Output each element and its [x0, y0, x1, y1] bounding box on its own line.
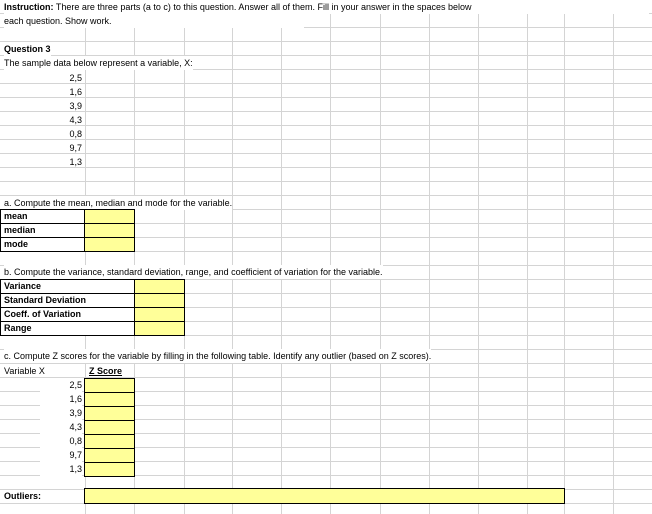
gridline — [0, 97, 652, 98]
stat-label-standard-deviation: Standard Deviation — [4, 295, 87, 305]
data-value: 0,8 — [69, 129, 82, 139]
stat-label-coeff-of-variation: Coeff. of Variation — [4, 309, 82, 319]
answer-cell-range[interactable] — [134, 321, 185, 336]
variable-x-value: 2,5 — [40, 378, 82, 392]
gridline — [184, 0, 185, 514]
outliers-label: Outliers: — [4, 491, 42, 501]
stat-label-mean: mean — [4, 211, 28, 221]
stat-label-range: Range — [4, 323, 32, 333]
variable-x-value: 1,6 — [40, 392, 82, 406]
question-title: Question 3 — [4, 44, 51, 54]
part-a-prompt: a. Compute the mean, median and mode for the variable. — [4, 198, 233, 208]
gridline — [232, 0, 233, 514]
variable-x-value: 4,3 — [40, 420, 82, 434]
gridline — [0, 167, 652, 168]
stat-label-mode: mode — [4, 239, 29, 249]
question-prompt: The sample data below represent a variable, X: — [4, 58, 193, 68]
z-score-answer-cell[interactable] — [84, 462, 135, 477]
z-score-answer-cell[interactable] — [84, 448, 135, 463]
gridline — [564, 0, 565, 514]
instruction-line-1 — [4, 0, 649, 14]
z-score-answer-cell[interactable] — [84, 392, 135, 407]
answer-cell-variance[interactable] — [134, 279, 185, 294]
part-c-prompt: c. Compute Z scores for the variable by filling in the following table. Identify any outlier (based on Z scores). — [4, 351, 432, 361]
answer-cell-coeff-of-variation[interactable] — [134, 307, 185, 322]
gridline — [0, 41, 652, 42]
outliers-answer-cell[interactable] — [84, 488, 565, 504]
gridline — [478, 0, 479, 514]
gridline — [429, 0, 430, 514]
data-value: 1,6 — [69, 87, 82, 97]
gridline — [0, 83, 652, 84]
z-score-header: Z Score — [89, 366, 123, 376]
z-score-answer-cell[interactable] — [84, 406, 135, 421]
data-value: 9,7 — [69, 143, 82, 153]
z-score-answer-cell[interactable] — [84, 378, 135, 393]
answer-cell-mean[interactable] — [84, 209, 135, 224]
variable-x-header: Variable X — [4, 366, 45, 376]
part-b-prompt: b. Compute the variance, standard deviation, range, and coefficient of variation for the variable. — [4, 267, 383, 277]
variable-x-value: 1,3 — [40, 462, 82, 476]
stat-label-median: median — [4, 225, 36, 235]
gridline — [0, 181, 652, 182]
data-value: 4,3 — [69, 115, 82, 125]
answer-cell-standard-deviation[interactable] — [134, 293, 185, 308]
gridline — [0, 153, 652, 154]
data-value: 1,3 — [69, 157, 82, 167]
gridline — [380, 0, 381, 514]
instruction-line-2: each question. Show work. — [4, 14, 304, 28]
variable-x-value: 0,8 — [40, 434, 82, 448]
gridline — [330, 0, 331, 514]
variable-x-value: 9,7 — [40, 448, 82, 462]
data-value: 3,9 — [69, 101, 82, 111]
gridline — [281, 0, 282, 514]
instruction-text: There are three parts (a to c) to this question. Answer all of them. Fill in your answer in the spaces below — [55, 2, 472, 12]
gridline — [0, 139, 652, 140]
gridline — [613, 0, 614, 514]
z-score-answer-cell[interactable] — [84, 420, 135, 435]
answer-cell-median[interactable] — [84, 223, 135, 238]
data-value: 2,5 — [69, 73, 82, 83]
instruction-label: Instruction: — [4, 2, 54, 12]
z-score-answer-cell[interactable] — [84, 434, 135, 449]
stat-label-variance: Variance — [4, 281, 42, 291]
gridline — [0, 125, 652, 126]
gridline — [527, 0, 528, 514]
answer-cell-mode[interactable] — [84, 237, 135, 252]
variable-x-value: 3,9 — [40, 406, 82, 420]
gridline — [0, 111, 652, 112]
